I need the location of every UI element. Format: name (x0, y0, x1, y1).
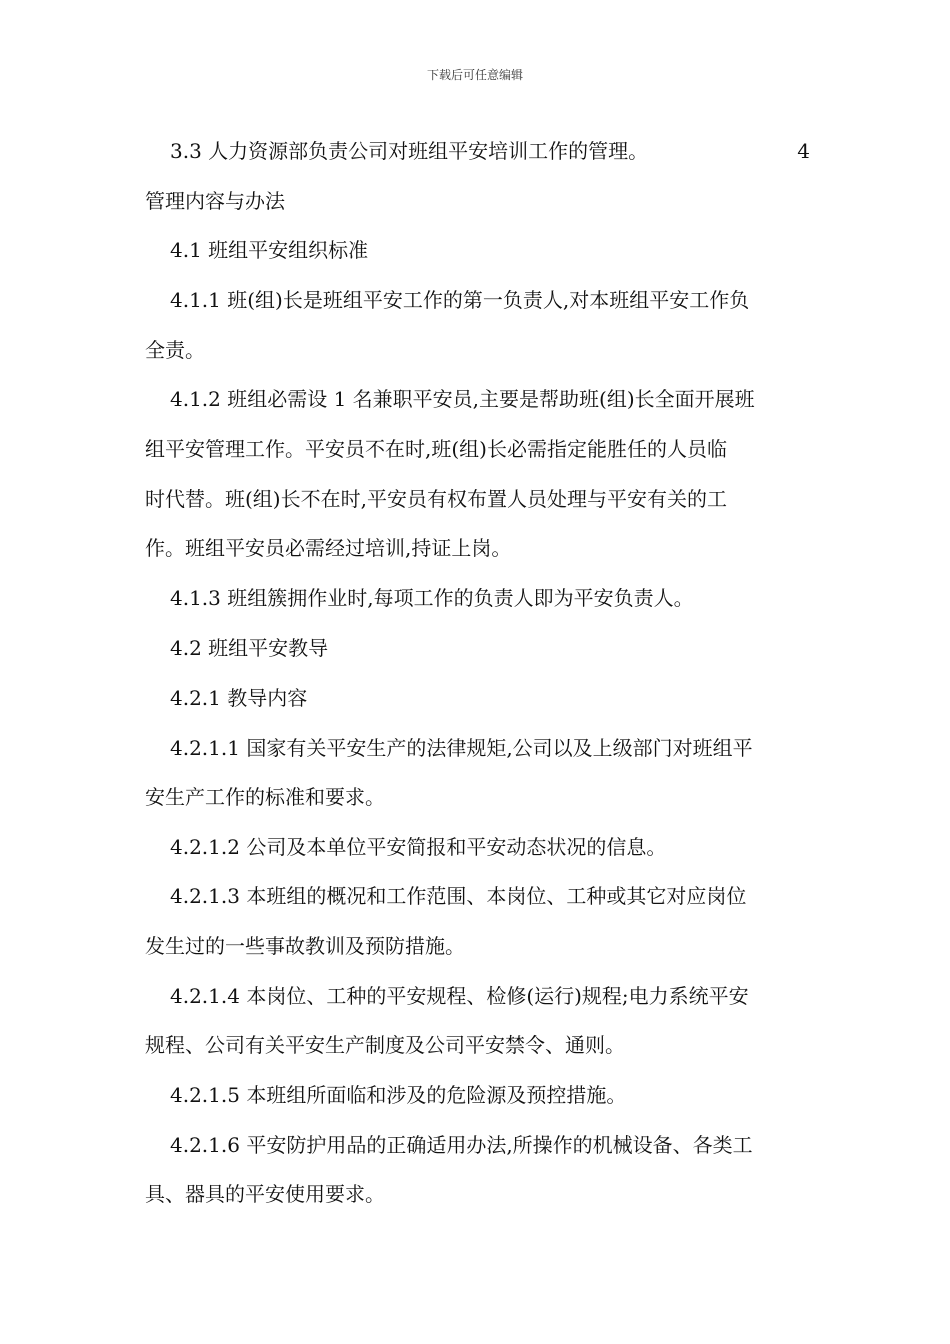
paragraph-line: 组平安管理工作。平安员不在时,班(组)长必需指定能胜任的人员临 (145, 437, 727, 461)
paragraph-line: 4.1 班组平安组织标准 (170, 238, 369, 262)
paragraph-line (170, 137, 810, 165)
paragraph-line: 管理内容与办法 (145, 189, 285, 213)
section-number: 4 (797, 139, 810, 163)
paragraph-line: 时代替。班(组)长不在时,平安员有权布置人员处理与平安有关的工 (145, 487, 727, 511)
paragraph-line: 作。班组平安员必需经过培训,持证上岗。 (145, 536, 512, 560)
paragraph-line: 4.2.1.2 公司及本单位平安简报和平安动态状况的信息。 (170, 835, 667, 859)
paragraph-line: 具、器具的平安使用要求。 (145, 1182, 385, 1206)
paragraph-line: 4.2.1.1 国家有关平安生产的法律规矩,公司以及上级部门对班组平 (170, 736, 753, 760)
line-text: 3.3 人力资源部负责公司对班组平安培训工作的管理。 (170, 139, 649, 163)
paragraph-line: 全责。 (145, 338, 205, 362)
paragraph-line: 4.2.1.3 本班组的概况和工作范围、本岗位、工种或其它对应岗位 (170, 884, 747, 908)
paragraph-line: 4.1.2 班组必需设 1 名兼职平安员,主要是帮助班(组)长全面开展班 (170, 387, 755, 411)
paragraph-line: 4.2.1.5 本班组所面临和涉及的危险源及预控措施。 (170, 1083, 627, 1107)
paragraph-line: 4.2.1 教导内容 (170, 686, 308, 710)
paragraph-line: 规程、公司有关平安生产制度及公司平安禁令、通则。 (145, 1033, 625, 1057)
paragraph-line: 发生过的一些事故教训及预防措施。 (145, 934, 465, 958)
paragraph-line: 4.2.1.6 平安防护用品的正确适用办法,所操作的机械设备、各类工 (170, 1133, 753, 1157)
paragraph-line: 4.1.1 班(组)长是班组平安工作的第一负责人,对本班组平安工作负 (170, 288, 750, 312)
paragraph-line: 4.2 班组平安教导 (170, 636, 329, 660)
paragraph-line: 4.1.3 班组簇拥作业时,每项工作的负责人即为平安负责人。 (170, 586, 694, 610)
paragraph-line: 4.2.1.4 本岗位、工种的平安规程、检修(运行)规程;电力系统平安 (170, 984, 749, 1008)
page-header: 下载后可任意编辑 (426, 68, 523, 82)
paragraph-line: 安生产工作的标准和要求。 (145, 785, 385, 809)
